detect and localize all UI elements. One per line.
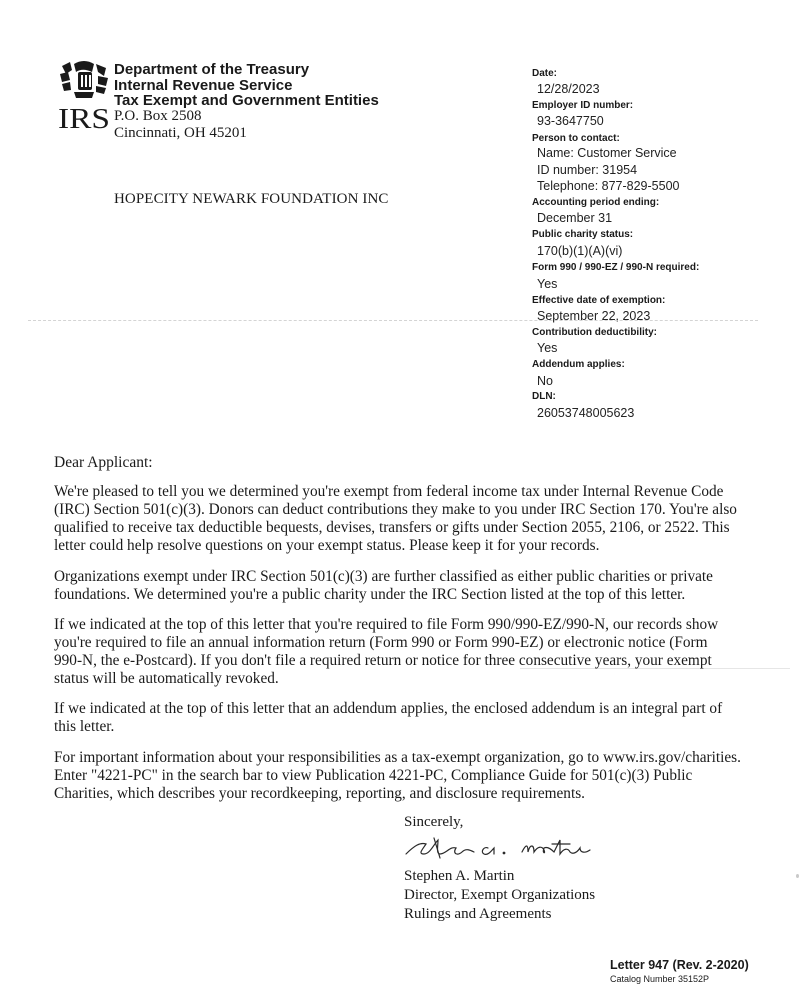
ein-value: 93-3647750 — [537, 114, 604, 128]
text-line: letter could help resolve questions on your exempt status. Please keep it for your records. — [54, 537, 600, 554]
paragraph-classification — [54, 568, 766, 604]
addendum-value: No — [537, 374, 553, 388]
ein-label: Employer ID number: — [532, 100, 634, 111]
text-line: foundations. We determined you're a public charity under the IRC Section listed at the top of this letter. — [54, 586, 686, 603]
effective-date-label: Effective date of exemption: — [532, 295, 666, 306]
handwritten-signature — [404, 832, 594, 862]
text-line: (IRC) Section 501(c)(3). Donors can deduct contributions they make to you under IRC Section 170. You're also — [54, 501, 737, 518]
date-value: 12/28/2023 — [537, 82, 600, 96]
contact-id: ID number: 31954 — [537, 163, 638, 177]
agency-name: Department of the Treasury — [114, 61, 310, 78]
period-label: Accounting period ending: — [532, 197, 660, 208]
text-line: qualified to receive tax deductible bequests, devises, transfers or gifts under Section 2055, 2106, or 2522. This — [54, 519, 730, 536]
closing-sincerely: Sincerely, — [404, 814, 464, 830]
deductibility-label: Contribution deductibility: — [532, 327, 657, 338]
text-line: For important information about your responsibilities as a tax-exempt organization, go to www.irs.gov/charities. — [54, 749, 741, 766]
eagle-emblem-icon — [60, 61, 108, 98]
recipient-organization: HOPECITY NEWARK FOUNDATION INC — [114, 191, 389, 207]
deductibility-value: Yes — [537, 341, 558, 355]
text-line: 990-N, the e-Postcard). If you don't file a required return or notice for three consecutive years, your exempt — [54, 652, 712, 669]
effective-date-value: September 22, 2023 — [537, 309, 651, 323]
address-city: Cincinnati, OH 45201 — [114, 125, 247, 141]
form-required-label: Form 990 / 990-EZ / 990-N required: — [532, 262, 700, 273]
greeting: Dear Applicant: — [54, 454, 153, 471]
addendum-label: Addendum applies: — [532, 359, 625, 370]
paragraph-filing-requirement — [54, 616, 766, 688]
period-value: December 31 — [537, 211, 613, 225]
text-line: Organizations exempt under IRC Section 501(c)(3) are further classified as either public charities or private — [54, 568, 713, 585]
form-required-value: Yes — [537, 277, 558, 291]
text-line: status will be automatically revoked. — [54, 670, 279, 687]
contact-label: Person to contact: — [532, 133, 620, 144]
agency-division: Tax Exempt and Government Entities — [114, 92, 379, 109]
text-line: We're pleased to tell you we determined you're exempt from federal income tax under Internal Revenue Code — [54, 483, 724, 500]
irs-logo — [58, 60, 110, 132]
dln-label: DLN: — [532, 391, 556, 402]
text-line: If we indicated at the top of this letter that an addendum applies, the enclosed addendum is an integral part of — [54, 700, 723, 717]
status-value: 170(b)(1)(A)(vi) — [537, 244, 623, 258]
paragraph-responsibilities — [54, 749, 766, 803]
catalog-number: Catalog Number 35152P — [610, 974, 710, 984]
contact-name: Name: Customer Service — [537, 146, 677, 160]
paragraph-addendum — [54, 700, 766, 736]
date-label: Date: — [532, 68, 558, 79]
signer-title: Director, Exempt Organizations — [404, 887, 596, 903]
address-po-box: P.O. Box 2508 — [114, 108, 202, 124]
text-line: If we indicated at the top of this letter that you're required to file Form 990/990-EZ/990-N, our records show — [54, 616, 719, 633]
text-line: you're required to file an annual information return (Form 990 or Form 990-EZ) or electronic notice (Form — [54, 634, 708, 651]
text-line: Enter "4221-PC" in the search bar to view Publication 4221-PC, Compliance Guide for 501(c)(3) Public — [54, 767, 693, 784]
scan-speck — [796, 874, 799, 878]
paragraph-exemption — [54, 483, 766, 555]
irs-wordmark: IRS — [58, 103, 110, 132]
letter-form-number: Letter 947 (Rev. 2-2020) — [610, 958, 749, 972]
scan-artifact-line — [28, 320, 758, 321]
status-label: Public charity status: — [532, 229, 634, 240]
text-line: this letter. — [54, 718, 115, 735]
agency-service: Internal Revenue Service — [114, 77, 293, 94]
contact-phone: Telephone: 877-829-5500 — [537, 179, 680, 193]
signer-name: Stephen A. Martin — [404, 868, 515, 884]
signer-division: Rulings and Agreements — [404, 906, 552, 922]
text-line: Charities, which describes your recordkeeping, reporting, and disclosure requirements. — [54, 785, 585, 802]
dln-value: 26053748005623 — [537, 406, 635, 420]
